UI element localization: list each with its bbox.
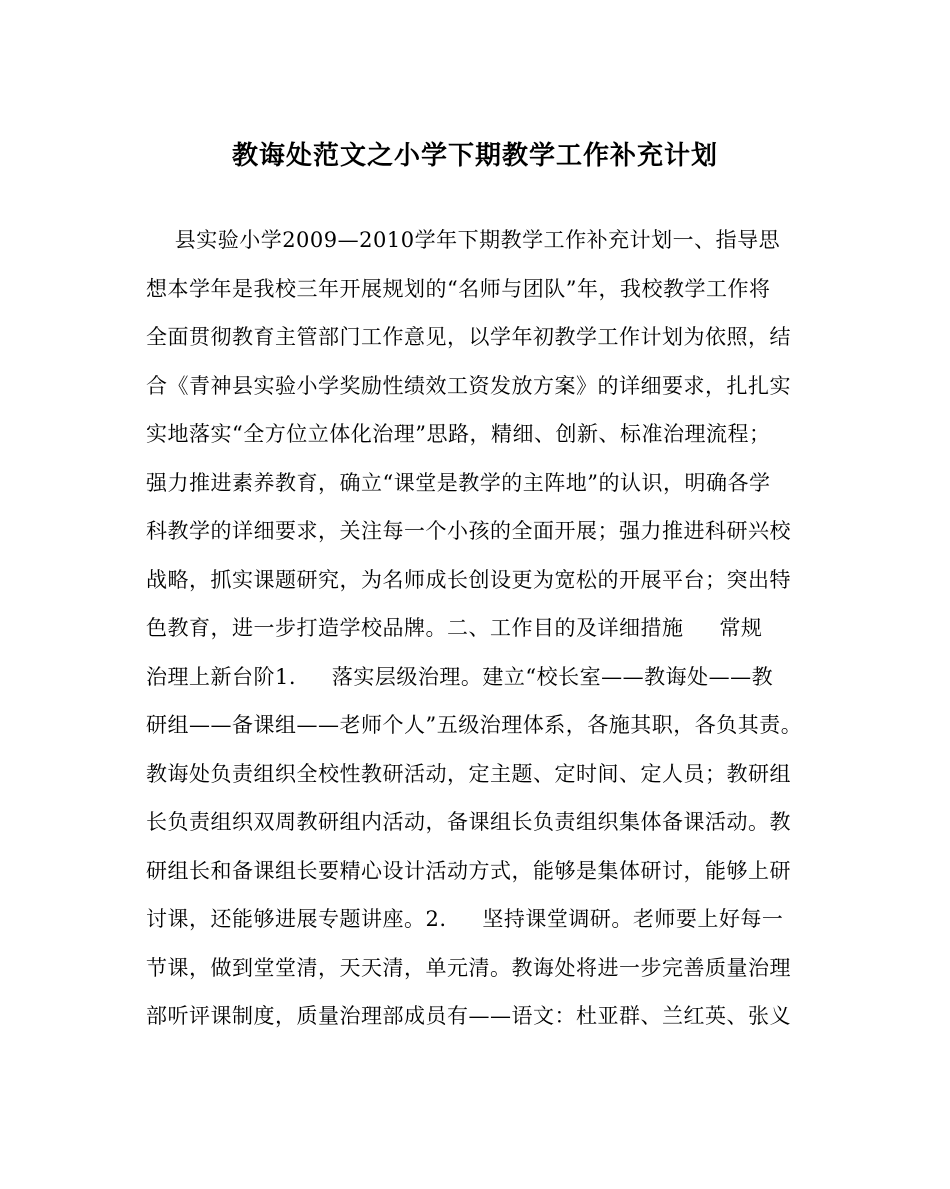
body-line: 研组——备课组——老师个人”五级治理体系，各施其职，各负其责。 [146,713,803,737]
document-title: 教诲处范文之小学下期教学工作补充计划 [231,141,718,171]
document-body [146,220,816,1045]
body-line: 科教学的详细要求，关注每一个小孩的全面开展；强力推进科研兴校 [146,519,791,543]
body-line: 强力推进素养教育，确立“课堂是教学的主阵地”的认识，明确各学 [146,470,771,495]
body-line: 治理上新台阶1. 落实层级治理。建立“校长室——教诲处——教 [146,664,774,689]
body-line: 县实验小学2009—2010学年下期教学工作补充计划一、指导思 [146,228,781,252]
body-line: 合《青神县实验小学奖励性绩效工资发放方案》的详细要求，扎扎实 [146,373,791,398]
body-line: 色教育，进一步打造学校品牌。二、工作目的及详细措施 常规 [146,616,763,640]
body-line: 研组长和备课组长要精心设计活动方式，能够是集体研讨，能够上研 [146,858,791,883]
body-line: 教诲处负责组织全校性教研活动，定主题、定时间、定人员；教研组 [146,761,791,786]
body-line: 战略，抓实课题研究，为名师成长创设更为宽松的开展平台；突出特 [146,567,791,592]
body-line: 全面贯彻教育主管部门工作意见，以学年初教学工作计划为依照，结 [146,325,791,349]
body-line: 长负责组织双周教研组内活动，备课组长负责组织集体备课活动。教 [146,810,791,834]
body-line: 实地落实“全方位立体化治理”思路，精细、创新、标准治理流程； [146,422,771,446]
body-line: 节课，做到堂堂清，天天清，单元清。教诲处将进一步完善质量治理 [146,955,791,980]
body-line: 想本学年是我校三年开展规划的“名师与团队”年，我校教学工作将 [146,276,771,301]
body-line: 讨课，还能够进展专题讲座。2. 坚持课堂调研。老师要上好每一 [146,907,784,931]
body-line: 部听评课制度，质量治理部成员有——语文：杜亚群、兰红英、张义 [146,1004,791,1028]
